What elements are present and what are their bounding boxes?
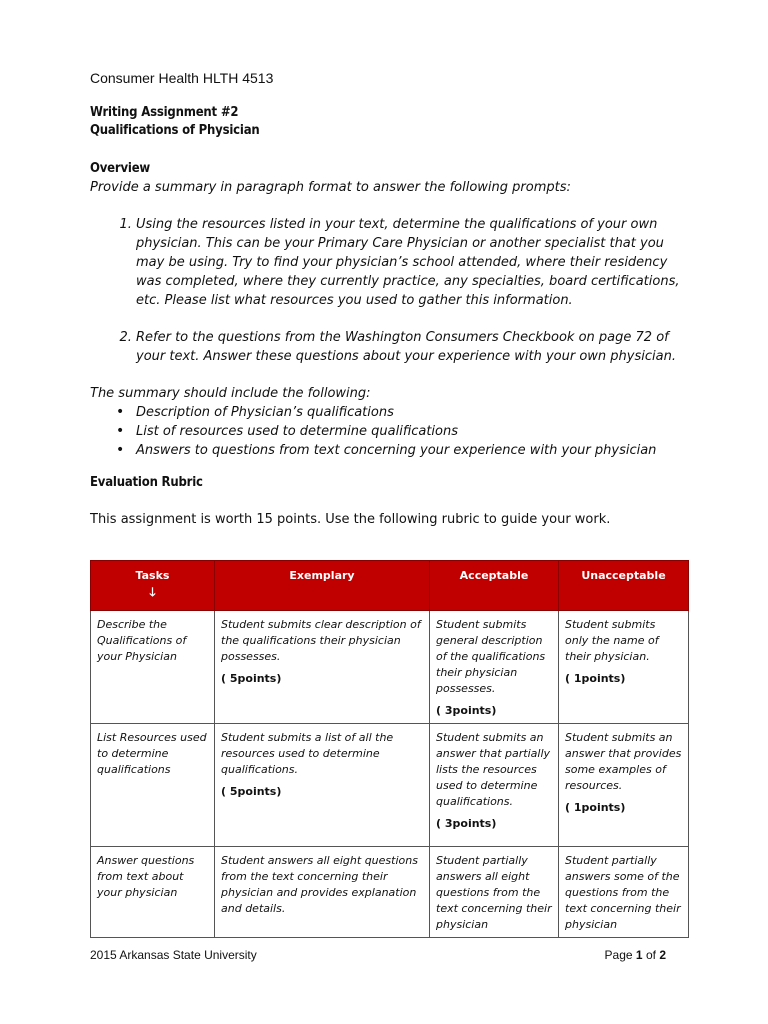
acceptable-points: ( 3points) <box>436 704 497 717</box>
task-cell: Describe the Qualifications of your Physician <box>91 611 215 724</box>
page-total: 2 <box>659 948 666 962</box>
arrow-down-icon: 🡓 <box>149 585 156 599</box>
acceptable-cell <box>430 611 559 724</box>
assignment-title: Writing Assignment #2 <box>90 105 239 120</box>
exemplary-cell: Student answers all eight questions from the text concerning their physician and provides explanation and details. <box>215 847 430 938</box>
summary-item: • Description of Physician’s qualifications <box>136 403 690 422</box>
summary-item: • List of resources used to determine qualifications <box>136 422 690 441</box>
rubric-header-row <box>91 561 689 611</box>
acceptable-points: ( 3points) <box>436 817 497 830</box>
assignment-subtitle: Qualifications of Physician <box>90 123 260 138</box>
assignment-heading <box>90 104 690 140</box>
unacceptable-cell <box>559 611 689 724</box>
unacceptable-points: ( 1points) <box>565 801 626 814</box>
summary-list <box>90 403 690 460</box>
acceptable-cell: Student partially answers all eight questions from the text concerning their physician <box>430 847 559 938</box>
prompt-item: 1. Using the resources listed in your text, determine the qualifications of your own physician. This can be your Primary Care Physician or another specialist that you may be using. Try to find your physician’s school attended, where their residency was completed, where they currently practice, any specialties, board certifications, etc. Please list what resources you used to gather this information. <box>136 215 690 310</box>
header-tasks <box>91 561 215 611</box>
overview-intro: Provide a summary in paragraph format to answer the following prompts: <box>90 180 571 195</box>
document-page <box>90 68 690 529</box>
acceptable-text: Student submits an answer that partially lists the resources used to determine qualifications. <box>436 731 551 808</box>
header-acceptable: Acceptable <box>430 561 559 611</box>
rubric-worth-text: This assignment is worth 15 points. Use the following rubric to guide your work. <box>90 512 611 527</box>
course-title: Consumer Health HLTH 4513 <box>90 70 274 86</box>
exemplary-points: ( 5points) <box>221 785 282 798</box>
page-current: 1 <box>635 948 643 962</box>
page-footer <box>90 946 666 964</box>
unacceptable-points: ( 1points) <box>565 672 626 685</box>
header-exemplary: Exemplary <box>215 561 430 611</box>
table-row <box>91 847 689 938</box>
unacceptable-cell: Student partially answers some of the questions from the text concerning their physician <box>559 847 689 938</box>
rubric-heading: Evaluation Rubric <box>90 475 203 490</box>
task-cell: Answer questions from text about your physician <box>91 847 215 938</box>
acceptable-text: Student submits general description of the qualifications their physician possesses. <box>436 618 546 695</box>
summary-intro: The summary should include the following: <box>90 386 371 401</box>
exemplary-text: Student submits a list of all the resources used to determine qualifications. <box>221 731 394 776</box>
summary-item: • Answers to questions from text concerning your experience with your physician <box>136 441 690 460</box>
overview-section <box>90 160 690 529</box>
table-row <box>91 611 689 724</box>
rubric-table <box>90 560 689 938</box>
prompt-item: 2. Refer to the questions from the Washington Consumers Checkbook on page 72 of your text. Answer these questions about your experience with your own physician. <box>136 328 690 366</box>
page-of: of <box>645 948 656 962</box>
page-indicator <box>605 946 666 964</box>
prompt-list <box>90 215 690 366</box>
footer-university: 2015 Arkansas State University <box>90 948 257 962</box>
header-unacceptable: Unacceptable <box>559 561 689 611</box>
exemplary-text: Student submits clear description of the qualifications their physician possesses. <box>221 618 421 663</box>
header-tasks-label: Tasks <box>135 569 170 582</box>
unacceptable-cell <box>559 724 689 847</box>
unacceptable-text: Student submits an answer that provides some examples of resources. <box>565 731 682 792</box>
exemplary-points: ( 5points) <box>221 672 282 685</box>
table-row <box>91 724 689 847</box>
page-label: Page <box>604 948 633 962</box>
unacceptable-text: Student submits only the name of their physician. <box>565 618 659 663</box>
exemplary-cell <box>215 611 430 724</box>
acceptable-cell <box>430 724 559 847</box>
overview-heading: Overview <box>90 161 151 176</box>
task-cell: List Resources used to determine qualifications <box>91 724 215 847</box>
exemplary-cell <box>215 724 430 847</box>
